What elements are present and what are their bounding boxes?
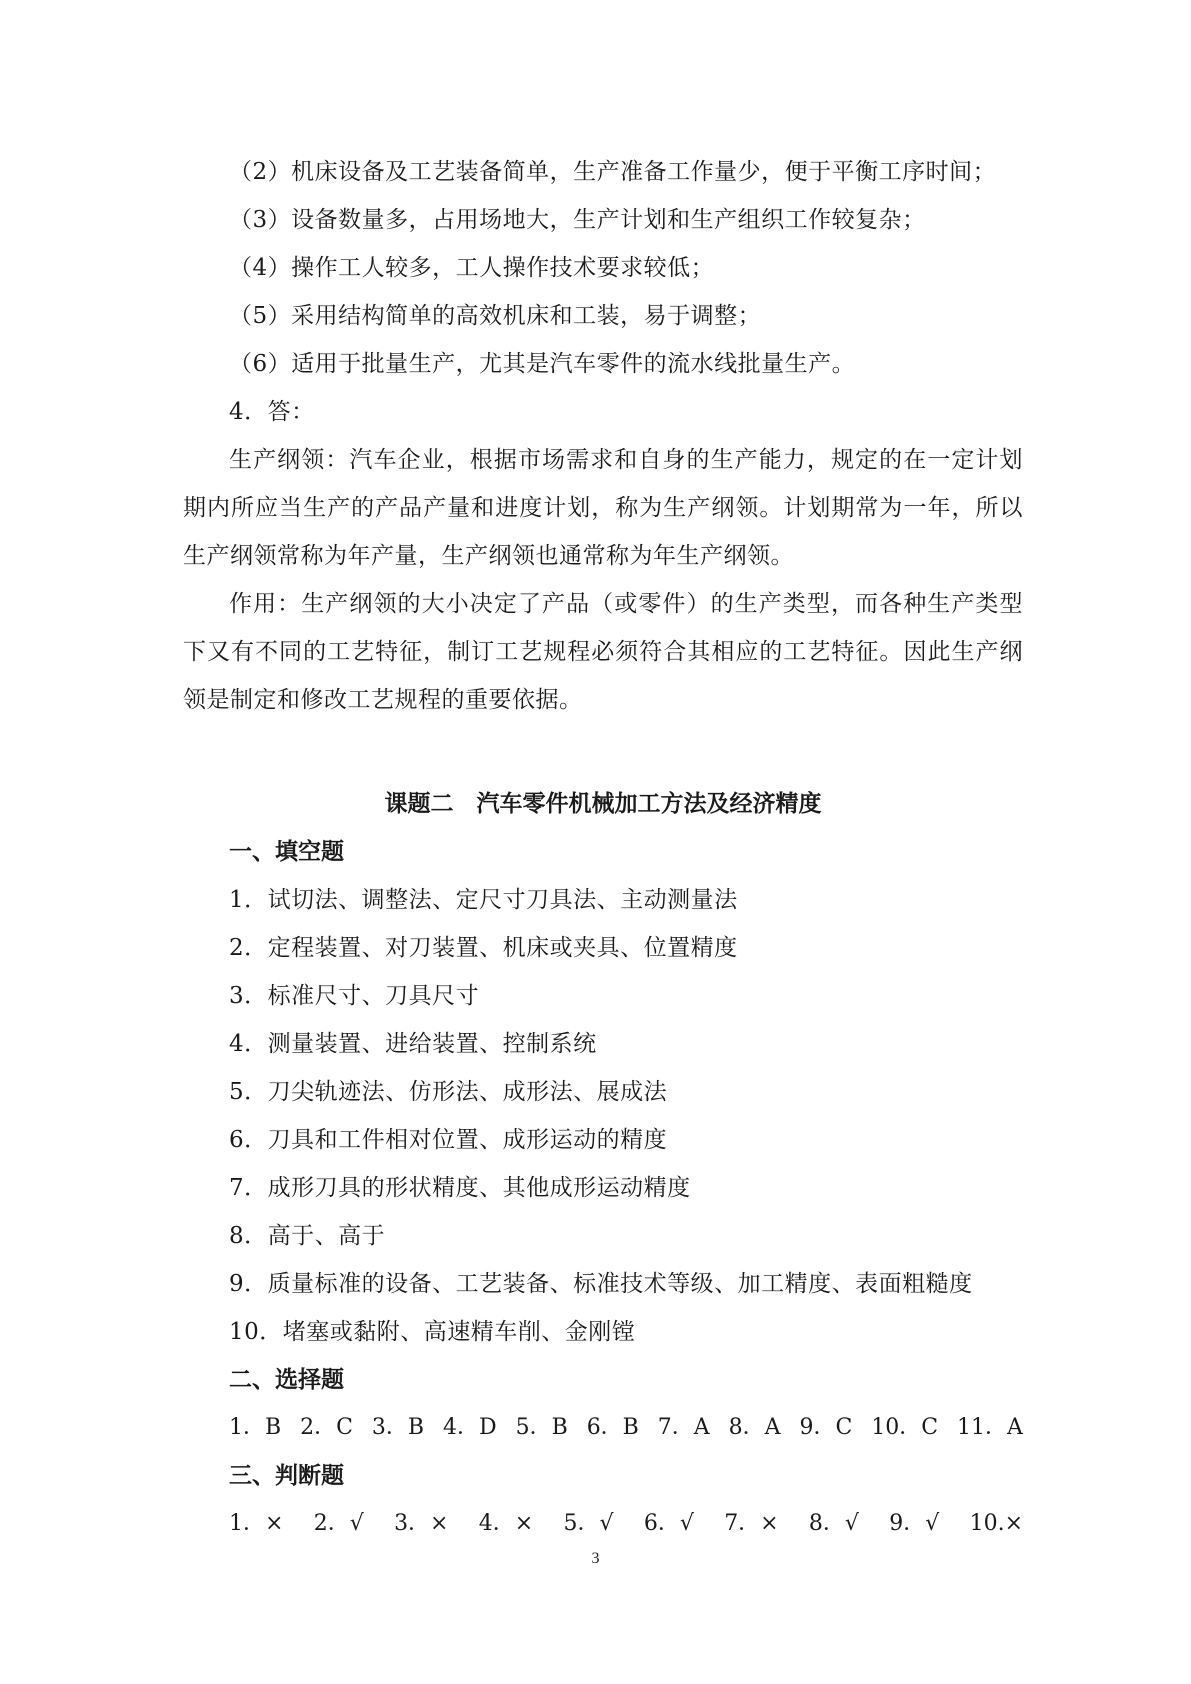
choice-answer: 6．B (586, 1415, 639, 1440)
section-title: 课题二 汽车零件机械加工方法及经济精度 (384, 791, 822, 817)
list-item: 3．标准尺寸、刀具尺寸 (229, 983, 480, 1009)
list-item: 10．堵塞或黏附、高速精车削、金刚镗 (229, 1319, 636, 1345)
choice-answer: 7．A (657, 1415, 710, 1440)
list-item: 2．定程装置、对刀装置、机床或夹具、位置精度 (229, 935, 738, 961)
choice-answer: 10．C (871, 1415, 939, 1440)
list-item: 7．成形刀具的形状精度、其他成形运动精度 (229, 1175, 691, 1201)
choice-answer: 2．C (300, 1415, 353, 1440)
fill-in-list (183, 876, 1023, 1356)
judge-answer: 10.× (969, 1511, 1023, 1536)
judge-answers (183, 1500, 1023, 1548)
list-item: 4．测量装置、进给装置、控制系统 (229, 1031, 597, 1057)
paragraph-production-program: 生产纲领：汽车企业，根据市场需求和自身的生产能力，规定的在一定计划期内所应当生产的产品产量和进度计划，称为生产纲领。计划期常为一年，所以生产纲领常称为年产量，生产纲领也通常称为年生产纲领。 (183, 447, 1023, 569)
judge-answer: 2．√ (313, 1511, 364, 1536)
judge-answer: 8．√ (808, 1511, 859, 1536)
list-item: （6）适用于批量生产，尤其是汽车零件的流水线批量生产。 (229, 351, 856, 377)
choice-answer: 1．B (229, 1415, 282, 1440)
list-item: （3）设备数量多，占用场地大，生产计划和生产组织工作较复杂； (229, 207, 926, 233)
choice-answer: 9．C (799, 1415, 853, 1440)
choice-answer: 4．D (443, 1415, 497, 1440)
judge-answer: 3．× (394, 1511, 449, 1536)
page-content (183, 148, 1023, 1548)
list-item: （4）操作工人较多，工人操作技术要求较低； (229, 255, 715, 281)
list-item: 1．试切法、调整法、定尺寸刀具法、主动测量法 (229, 887, 738, 913)
fill-in-heading: 一、填空题 (229, 839, 344, 865)
judge-answer: 5．√ (563, 1511, 614, 1536)
judge-heading: 三、判断题 (229, 1463, 344, 1489)
answer-number: 4．答： (229, 399, 315, 425)
choice-answers (183, 1404, 1023, 1452)
judge-answer: 1．× (229, 1511, 284, 1536)
list-item: 6．刀具和工件相对位置、成形运动的精度 (229, 1127, 668, 1153)
judge-answer: 9．√ (889, 1511, 940, 1536)
intro-list (183, 148, 1023, 436)
list-item: （5）采用结构简单的高效机床和工装，易于调整； (229, 303, 762, 329)
paragraph-function: 作用：生产纲领的大小决定了产品（或零件）的生产类型，而各种生产类型下又有不同的工艺特征，制订工艺规程必须符合其相应的工艺特征。因此生产纲领是制定和修改工艺规程的重要依据。 (183, 591, 1023, 713)
choice-answer: 8．A (728, 1415, 781, 1440)
judge-answer: 4．× (478, 1511, 534, 1536)
judge-answer: 7．× (724, 1511, 779, 1536)
choice-answer: 5．B (515, 1415, 568, 1440)
list-item: 8．高于、高于 (229, 1223, 386, 1249)
list-item: （2）机床设备及工艺装备简单，生产准备工作量少，便于平衡工序时间； (229, 159, 997, 185)
page-number: 3 (591, 1550, 600, 1567)
choice-answer: 11．A (957, 1415, 1023, 1440)
judge-answer: 6．√ (643, 1511, 694, 1536)
choice-heading: 二、选择题 (229, 1367, 344, 1393)
list-item: 5．刀尖轨迹法、仿形法、成形法、展成法 (229, 1079, 668, 1105)
choice-answer: 3．B (371, 1415, 425, 1440)
list-item: 9．质量标准的设备、工艺装备、标准技术等级、加工精度、表面粗糙度 (229, 1271, 973, 1297)
